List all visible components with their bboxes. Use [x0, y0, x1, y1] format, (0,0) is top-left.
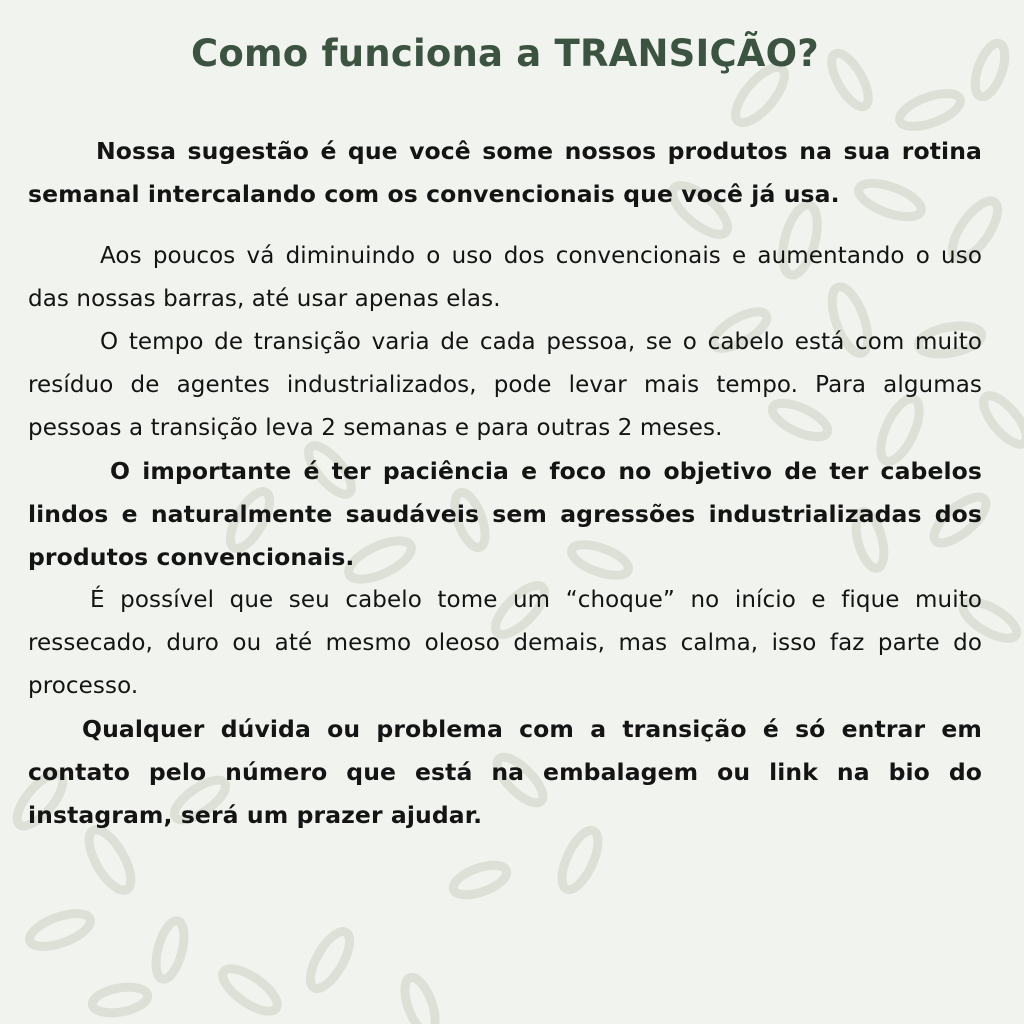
- content-area: [28, 0, 982, 837]
- paragraph-patience: O importante é ter paciência e foco no objetivo de ter cabelos lindos e naturalmente saudáveis sem agressões industrializadas dos produtos convencionais.: [28, 457, 982, 571]
- paragraph-gradual-use: Aos poucos vá diminuindo o uso dos convencionais e aumentando o uso das nossas barras, até usar apenas elas.: [28, 243, 982, 312]
- paragraph-hair-shock: É possível que seu cabelo tome um “choque” no início e fique muito ressecado, duro ou até mesmo oleoso demais, mas calma, isso faz parte do processo.: [28, 587, 982, 699]
- paragraph-transition-time: O tempo de transição varia de cada pessoa, se o cabelo está com muito resíduo de agentes industrializados, pode levar mais tempo. Para algumas pessoas a transição leva 2 semanas e para outras 2 meses.: [28, 329, 982, 441]
- paragraph-suggestion: Nossa sugestão é que você some nossos produtos na sua rotina semanal intercalando com os convencionais que você já usa.: [28, 137, 982, 208]
- page-title: Como funciona a TRANSIÇÃO?: [191, 32, 819, 75]
- paragraph-contact: Qualquer dúvida ou problema com a transição é só entrar em contato pelo número que está na embalagem ou link na bio do instagram, será um prazer ajudar.: [28, 715, 982, 829]
